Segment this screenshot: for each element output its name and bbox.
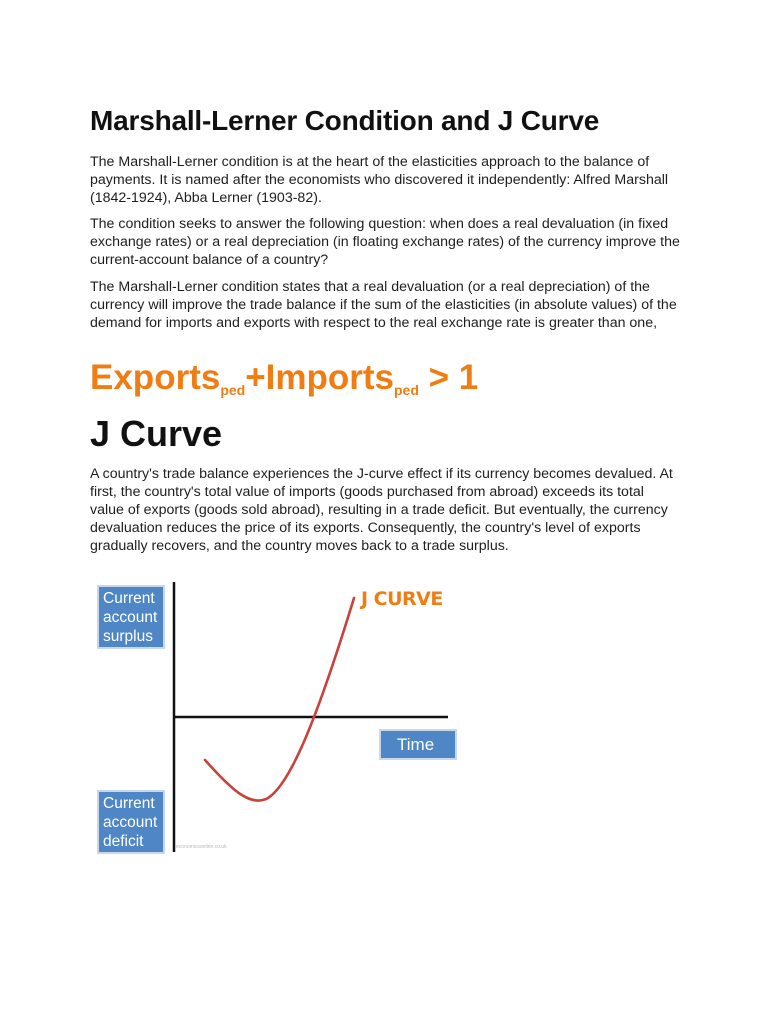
j-curve-diagram bbox=[90, 576, 470, 866]
source-watermark: economicsonline.co.uk bbox=[176, 844, 227, 850]
deficit-label-line: deficit bbox=[103, 833, 144, 850]
j-curve-title: J CURVE bbox=[361, 588, 443, 610]
formula-inequality: > 1 bbox=[418, 358, 479, 397]
page-title: Marshall-Lerner Condition and J Curve bbox=[90, 105, 600, 136]
paragraph-condition: The Marshall-Lerner condition states that a real devaluation (or a real depreciation) of the currency will improve the trade balance if the sum of the elasticities (in absolute values) of the demand for imports and exports with respect to the real exchange rate is greater than one, bbox=[90, 279, 677, 331]
marshall-lerner-formula bbox=[90, 358, 478, 398]
formula-subscript-exports: ped bbox=[220, 382, 246, 398]
paragraph-question: The condition seeks to answer the following question: when does a real devaluation (in fixed exchange rates) or a real depreciation (in floating exchange rates) of the currency improve the current-account balance of a country? bbox=[90, 216, 680, 268]
surplus-label-line: surplus bbox=[103, 628, 153, 645]
paragraph-intro: The Marshall-Lerner condition is at the heart of the elasticities approach to the balance of payments. It is named after the economists who discovered it independently: Alfred Marshall (1842-1924), Abba Lerner (1903-82). bbox=[90, 154, 669, 206]
formula-imports: +Imports bbox=[245, 358, 394, 397]
j-curve-line bbox=[205, 598, 354, 801]
section-title: J Curve bbox=[90, 413, 223, 454]
surplus-label-line: account bbox=[103, 609, 158, 626]
paragraph-j-curve: A country's trade balance experiences the J-curve effect if its currency becomes devalued. At first, the country's total value of imports (goods purchased from abroad) exceeds its total value of exports (goods sold abroad), resulting in a trade deficit. But eventually, the currency devaluation reduces the price of its exports. Consequently, the country's level of exports gradually recovers, and the country moves back to a trade surplus. bbox=[90, 466, 673, 554]
deficit-label-line: Current bbox=[103, 795, 155, 812]
surplus-label-line: Current bbox=[103, 590, 155, 607]
current-account-surplus-label bbox=[97, 585, 165, 649]
current-account-deficit-label bbox=[97, 790, 165, 854]
deficit-label-line: account bbox=[103, 814, 158, 831]
formula-exports: Exports bbox=[90, 358, 221, 397]
time-axis-label: Time bbox=[379, 729, 457, 760]
formula-subscript-imports: ped bbox=[394, 382, 419, 398]
